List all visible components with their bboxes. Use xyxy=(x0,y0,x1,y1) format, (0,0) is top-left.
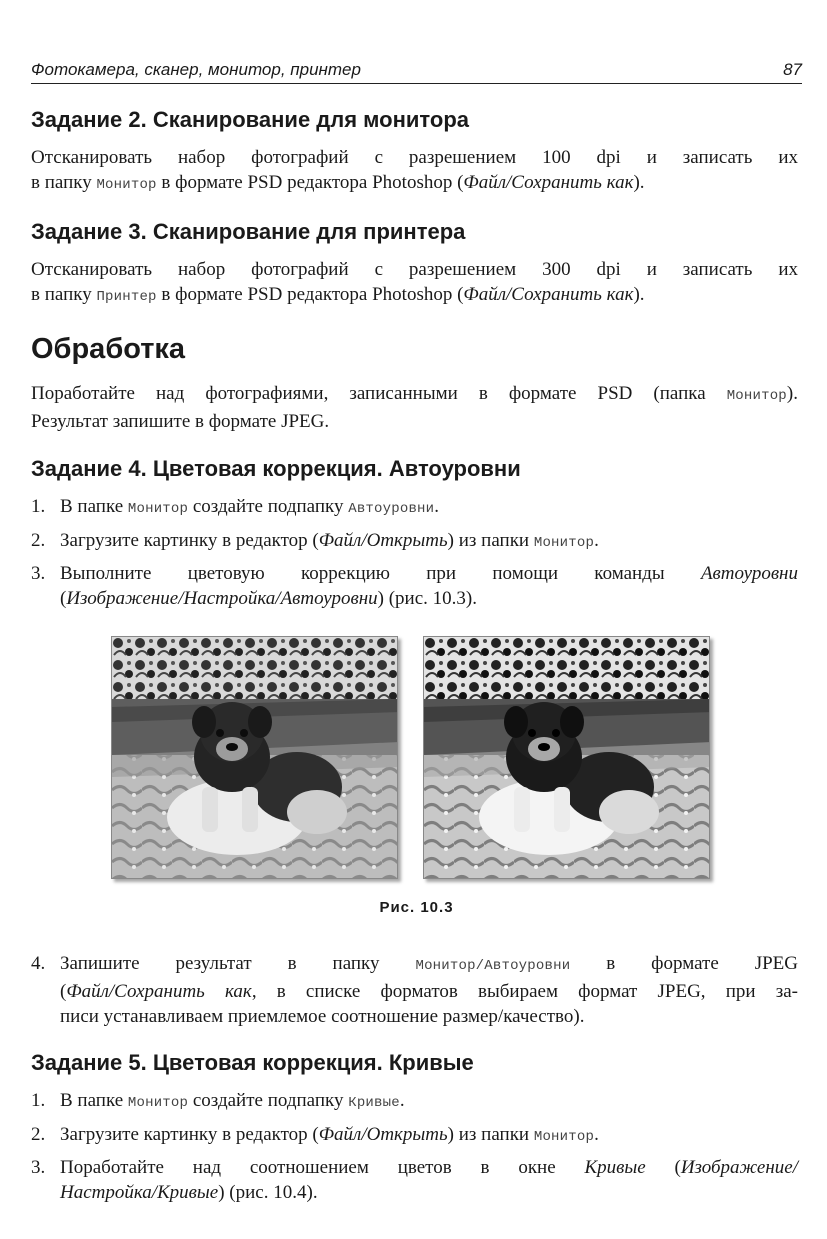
step-line xyxy=(60,979,798,1004)
step-text-part: ) из папки xyxy=(447,530,534,551)
step-text xyxy=(60,951,798,1029)
step-text-part: Запишите результат в папку xyxy=(60,953,416,974)
task3-paragraph xyxy=(31,257,798,310)
task2-line2 xyxy=(31,170,798,198)
figure-photo-after xyxy=(423,636,710,879)
step-text xyxy=(60,494,798,522)
dog-photo-after xyxy=(424,637,710,879)
step-text-part: Загрузите картинку в редактор ( xyxy=(60,1124,319,1145)
step-number: 2. xyxy=(31,530,46,551)
menu-path: Файл/Сохранить как xyxy=(66,981,252,1002)
folder-name: Монитор xyxy=(726,388,787,404)
step-line xyxy=(60,586,798,611)
folder-name: Монитор xyxy=(533,1129,595,1145)
step-text xyxy=(60,1155,798,1205)
step-text-part: создайте подпапку xyxy=(188,1090,349,1111)
task4-heading: Задание 4. Цветовая коррекция. Автоуровни xyxy=(31,456,521,481)
processing-text: ). xyxy=(786,383,798,404)
folder-name: Монитор/Автоуровни xyxy=(415,958,571,974)
task3-line1: Отсканировать набор фотографий с разрешением 300 dpi и записать их xyxy=(31,259,798,280)
task2-text: в формате PSD редактора Photoshop ( xyxy=(156,172,464,193)
step-text-part: Загрузите картинку в редактор ( xyxy=(60,530,319,551)
step-text-part: ( xyxy=(60,981,67,1002)
step-text xyxy=(60,528,798,556)
subfolder-name: Автоуровни xyxy=(348,501,435,517)
menu-path: Файл/Открыть xyxy=(318,530,448,551)
menu-path: Файл/Сохранить как xyxy=(463,172,634,193)
section-heading-processing: Обработка xyxy=(31,333,186,365)
step-text-part: . xyxy=(594,1124,599,1145)
processing-paragraph xyxy=(31,381,798,434)
step-number: 3. xyxy=(31,563,46,584)
subfolder-name: Кривые xyxy=(348,1095,400,1111)
menu-path: Файл/Открыть xyxy=(318,1124,448,1145)
task3-line2 xyxy=(31,282,798,310)
step-line xyxy=(60,1155,798,1180)
step-text-part: В папке xyxy=(60,496,128,517)
folder-name: Монитор xyxy=(96,177,157,193)
task2-text: в папку xyxy=(31,172,97,193)
step-text-part: в формате JPEG xyxy=(570,953,798,974)
step-text-part: ) (рис. 10.4). xyxy=(218,1182,318,1203)
figure-photo-before xyxy=(111,636,398,879)
task2-text: ). xyxy=(633,172,645,193)
step-number: 1. xyxy=(31,496,46,517)
task2-heading: Задание 2. Сканирование для монитора xyxy=(31,107,470,132)
step-text-part: . xyxy=(399,1090,405,1111)
step-number: 4. xyxy=(31,953,46,974)
task3-text: в папку xyxy=(31,284,97,305)
step-text xyxy=(60,1122,798,1150)
step-line xyxy=(60,1180,798,1205)
step-text-part: Поработайте над соотношением цветов в окне xyxy=(60,1157,585,1178)
folder-name: Принтер xyxy=(96,289,157,305)
task3-heading: Задание 3. Сканирование для принтера xyxy=(31,219,466,244)
step-number: 2. xyxy=(31,1124,46,1145)
step-text-part: Выполните цветовую коррекцию при помощи команды xyxy=(60,563,701,584)
page-number: 87 xyxy=(783,60,802,79)
folder-name: Монитор xyxy=(533,535,595,551)
step-text-part: ( xyxy=(645,1157,681,1178)
processing-text: Поработайте над фотографиями, записанными в формате PSD (папка xyxy=(31,383,727,404)
book-page xyxy=(31,0,802,1239)
step-text-part: . xyxy=(594,530,599,551)
window-name: Кривые xyxy=(584,1157,646,1178)
dog-photo-before xyxy=(112,637,398,879)
menu-path: Настройка/Кривые xyxy=(60,1182,219,1203)
step-text-part: ) (рис. 10.3). xyxy=(377,588,477,609)
menu-path: Изображение/Настройка/Автоуровни xyxy=(66,588,378,609)
folder-name: Монитор xyxy=(127,501,189,517)
step-text-part: ( xyxy=(60,588,67,609)
task2-paragraph xyxy=(31,145,798,198)
task3-text: в формате PSD редактора Photoshop ( xyxy=(156,284,464,305)
processing-line1 xyxy=(31,381,798,409)
step-text xyxy=(60,561,798,611)
menu-path: Изображение/ xyxy=(680,1157,798,1178)
running-header xyxy=(31,58,802,84)
step-line: писи устанавливаем приемлемое соотношение размер/качество). xyxy=(60,1006,585,1027)
step-line xyxy=(60,561,798,586)
step-text xyxy=(60,1088,798,1116)
task5-heading: Задание 5. Цветовая коррекция. Кривые xyxy=(31,1050,474,1075)
step-text-part: , в списке форматов выбираем формат JPEG, при за- xyxy=(251,981,799,1002)
step-number: 1. xyxy=(31,1090,46,1111)
step-text-part: создайте подпапку xyxy=(188,496,349,517)
task2-line1: Отсканировать набор фотографий с разрешением 100 dpi и записать их xyxy=(31,147,798,168)
step-text-part: В папке xyxy=(60,1090,128,1111)
step-text-part: ) из папки xyxy=(447,1124,534,1145)
step-number: 3. xyxy=(31,1157,46,1178)
step-line xyxy=(60,951,798,979)
command-name: Автоуровни xyxy=(700,563,798,584)
step-text-part: . xyxy=(434,496,439,517)
menu-path: Файл/Сохранить как xyxy=(463,284,634,305)
task3-text: ). xyxy=(633,284,645,305)
figure-caption: Рис. 10.3 xyxy=(379,899,454,916)
folder-name: Монитор xyxy=(127,1095,189,1111)
processing-line2: Результат запишите в формате JPEG. xyxy=(31,411,330,432)
running-title: Фотокамера, сканер, монитор, принтер xyxy=(31,60,361,79)
